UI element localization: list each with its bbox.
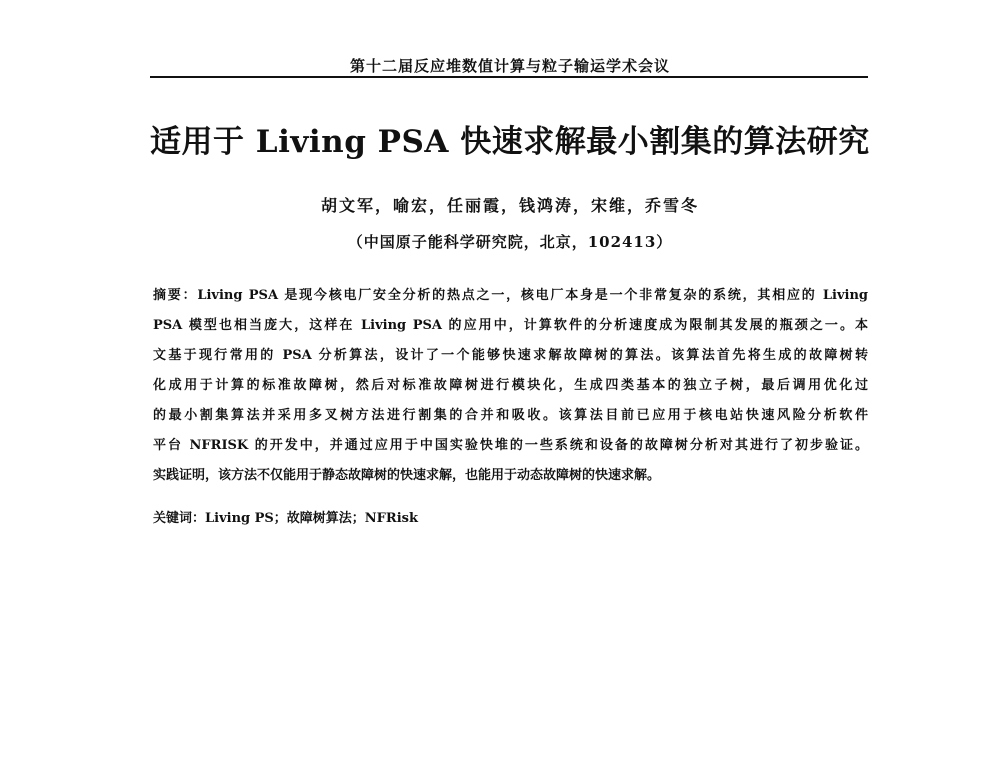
conference-header: 第十二届反应堆数值计算与粒子输运学术会议 bbox=[349, 57, 670, 75]
abstract bbox=[153, 281, 868, 491]
abstract-line: 的最小割集算法并采用多叉树方法进行割集的合并和吸收。该算法目前已应用于核电站快速风险分析软件 bbox=[153, 408, 868, 423]
paper-title: 适用于 Living PSA 快速求解最小割集的算法研究 bbox=[150, 124, 870, 160]
abstract-line: 平台 NFRISK 的开发中，并通过应用于中国实验快堆的一些系统和设备的故障树分析对其进行了初步验证。 bbox=[153, 438, 868, 453]
author-list: 胡文军，喻宏，任丽霞，钱鸿涛，宋维，乔雪冬 bbox=[320, 196, 699, 215]
header-rule bbox=[150, 76, 868, 78]
abstract-line: 化成用于计算的标准故障树，然后对标准故障树进行模块化，生成四类基本的独立子树，最后调用优化过 bbox=[153, 378, 868, 393]
abstract-line: PSA 模型也相当庞大，这样在 Living PSA 的应用中，计算软件的分析速度成为限制其发展的瓶颈之一。本 bbox=[153, 318, 868, 333]
abstract-line: 实践证明，该方法不仅能用于静态故障树的快速求解，也能用于动态故障树的快速求解。 bbox=[153, 468, 661, 483]
affiliation: （中国原子能科学研究院，北京，102413） bbox=[347, 233, 673, 251]
keywords: 关键词：Living PS；故障树算法；NFRisk bbox=[153, 511, 418, 526]
abstract-line: 摘要：Living PSA 是现今核电厂安全分析的热点之一，核电厂本身是一个非常复杂的系统，其相应的 Living bbox=[153, 288, 868, 303]
abstract-line: 文基于现行常用的 PSA 分析算法，设计了一个能够快速求解故障树的算法。该算法首先将生成的故障树转 bbox=[153, 348, 868, 363]
